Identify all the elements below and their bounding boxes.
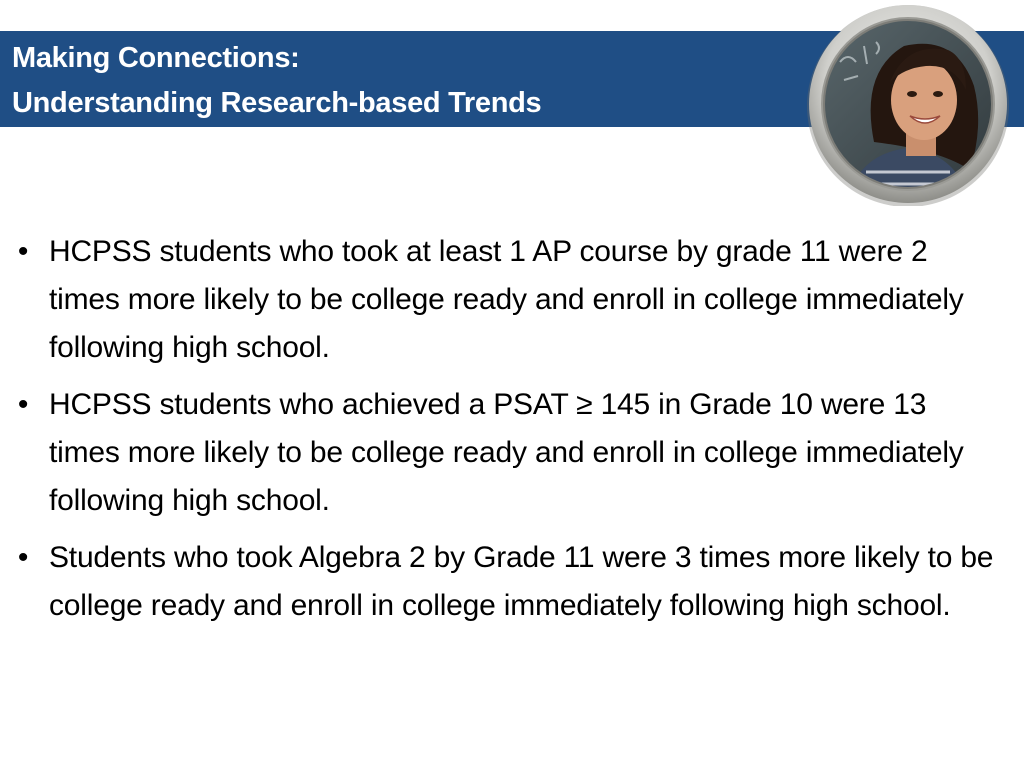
student-photo bbox=[806, 2, 1010, 206]
title-line-2: Understanding Research-based Trends bbox=[12, 87, 542, 119]
title-line-1: Making Connections: bbox=[12, 42, 300, 74]
list-item bbox=[12, 381, 1002, 525]
bullet-list bbox=[12, 228, 1002, 639]
bullet-text: HCPSS students who achieved a PSAT ≥ 145 in Grade 10 were 13 times more likely to be college ready and enroll in college immediately following high school. bbox=[49, 388, 964, 517]
bullet-text: Students who took Algebra 2 by Grade 11 were 3 times more likely to be college ready and enroll in college immediately following high school. bbox=[49, 541, 994, 622]
bullet-marker: • bbox=[17, 388, 29, 421]
list-item bbox=[12, 228, 1002, 372]
bullet-marker: • bbox=[17, 235, 29, 268]
bullet-marker: • bbox=[17, 541, 29, 574]
slide-title bbox=[12, 36, 541, 126]
bullet-text: HCPSS students who took at least 1 AP course by grade 11 were 2 times more likely to be college ready and enroll in college immediately following high school. bbox=[49, 235, 964, 364]
list-item bbox=[12, 534, 1002, 630]
